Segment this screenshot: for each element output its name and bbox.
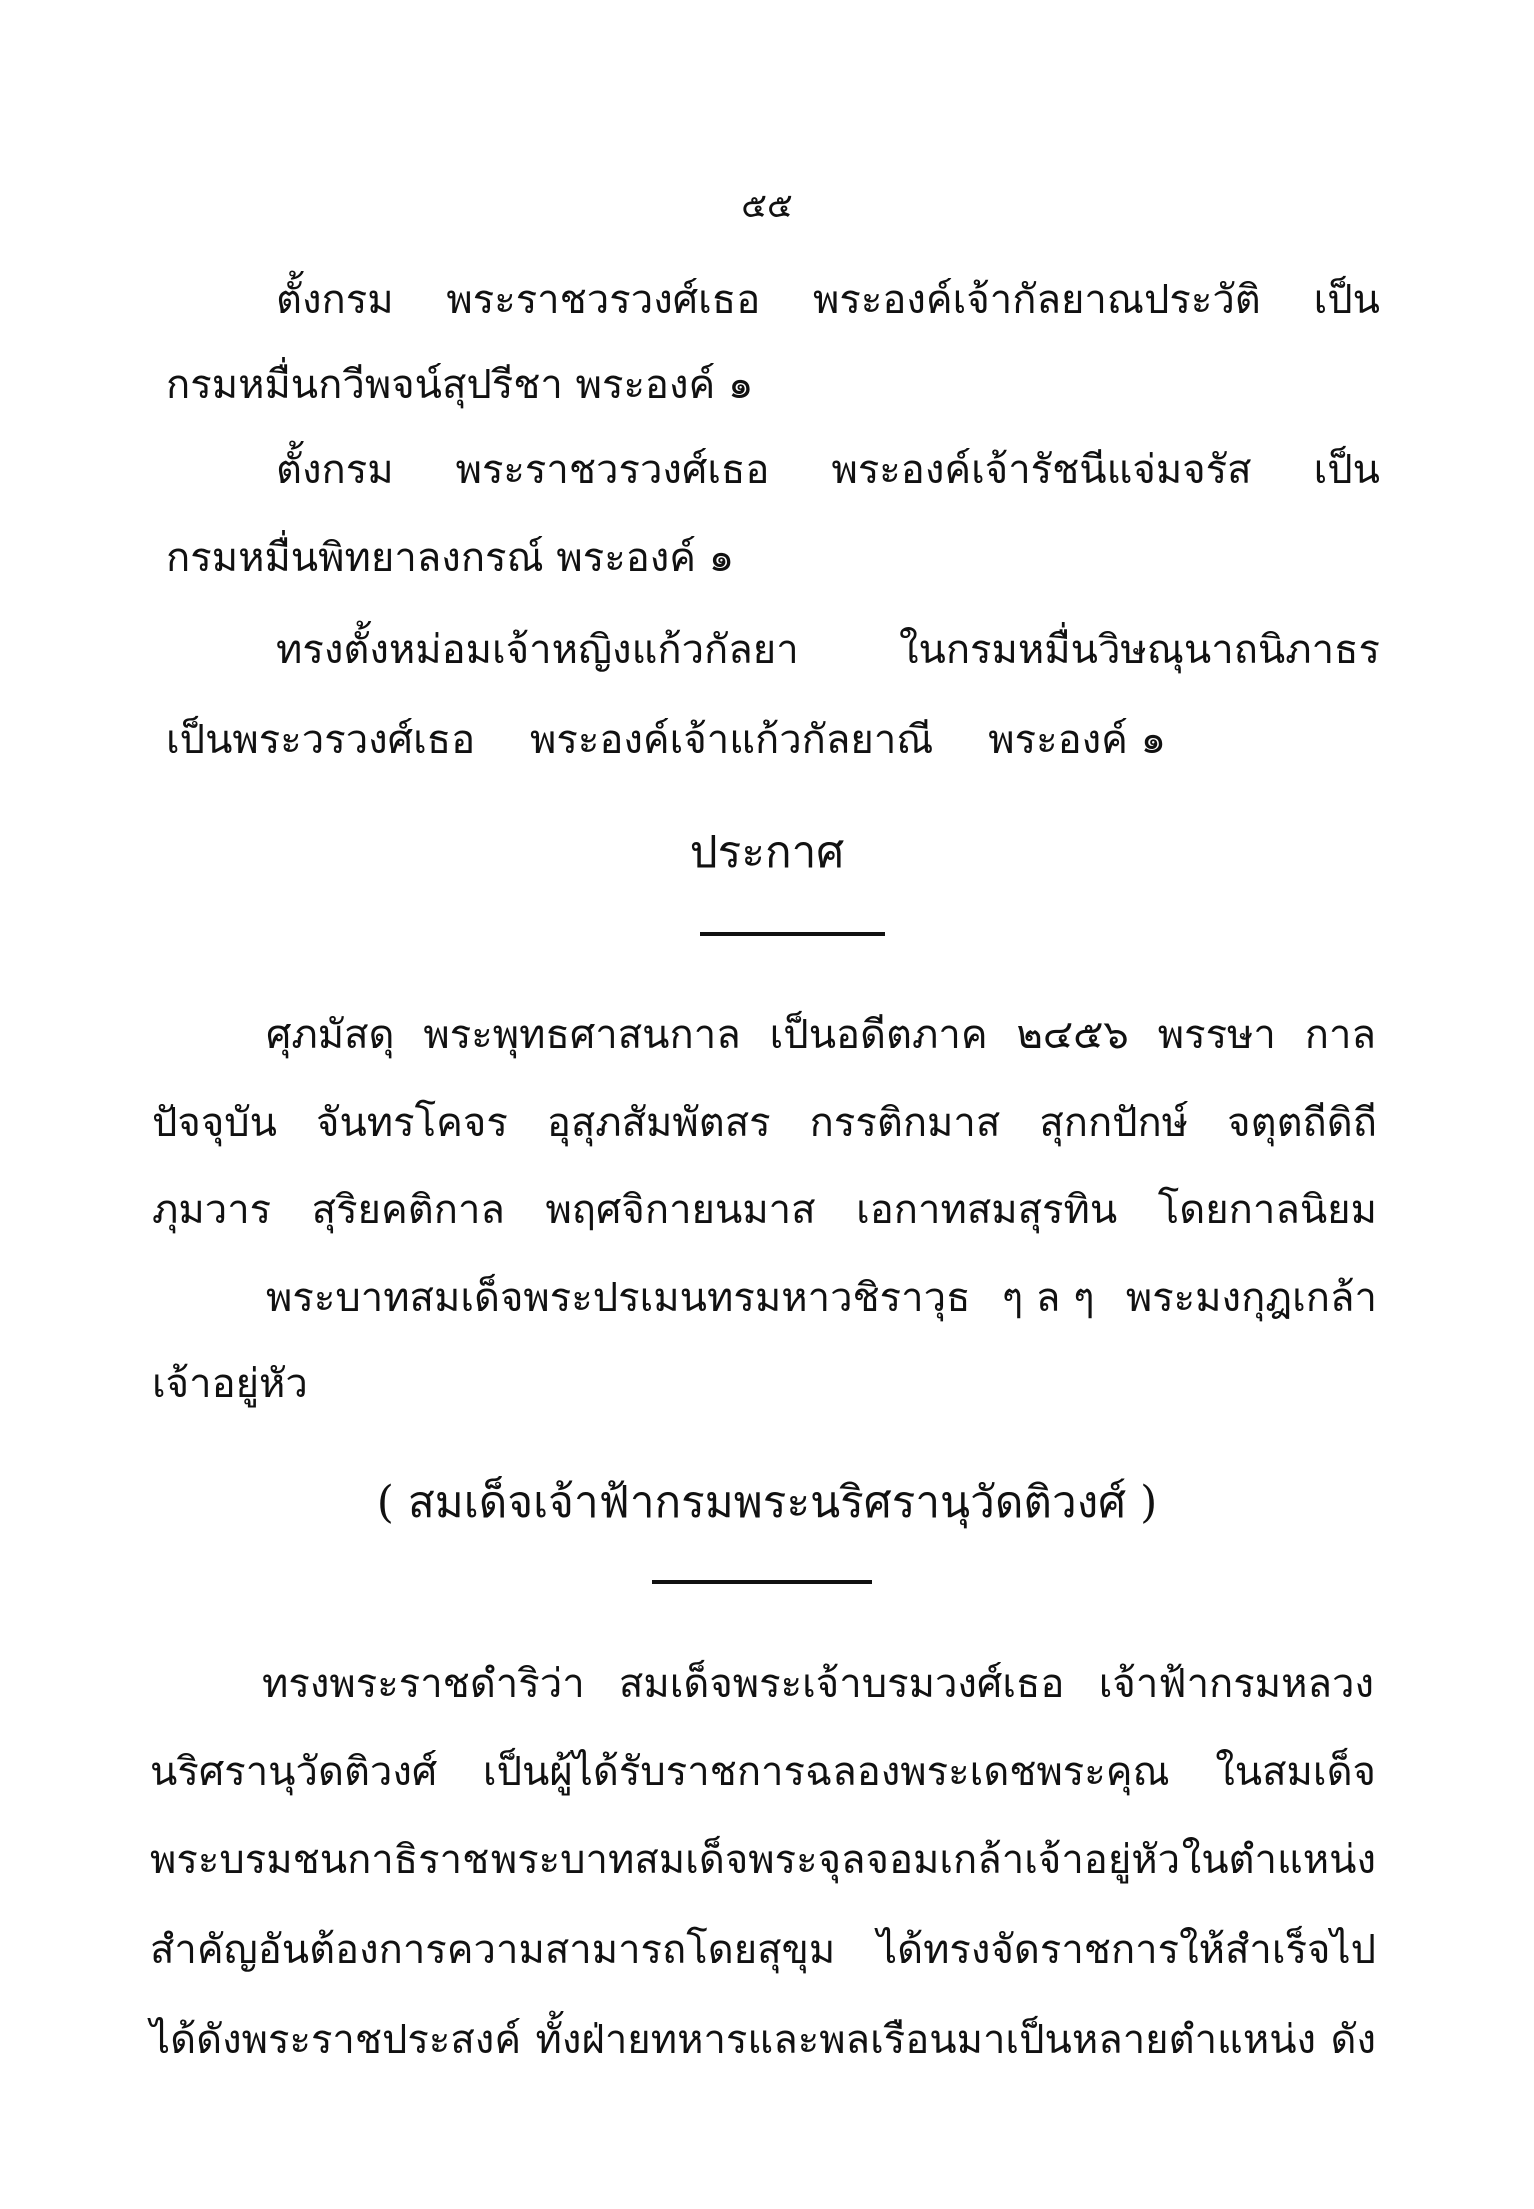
text-segment: ศุภมัสดุ	[266, 1012, 395, 1058]
paragraph-line	[266, 1005, 1376, 1065]
paragraph-line	[152, 1180, 1377, 1240]
section-heading: ประกาศ	[689, 827, 845, 878]
heading-rule	[700, 932, 885, 936]
text-segment: พฤศจิกายนมาส	[545, 1187, 816, 1233]
text-segment: ทรงพระราชดำริว่า	[262, 1661, 585, 1707]
text-segment: เอกาทสมสุรทิน	[856, 1187, 1118, 1233]
text-segment: ภุมวาร	[152, 1187, 272, 1233]
text-segment: กรรติกมาส	[809, 1100, 1001, 1146]
paragraph-line	[150, 1830, 1376, 1890]
text-segment: พระราชวรวงศ์เธอ	[446, 277, 761, 323]
text-segment: เป็น	[1313, 277, 1380, 323]
text-segment: ตั้งกรม	[276, 277, 394, 323]
text-segment: พระบาทสมเด็จพระปรเมนทรมหาวชิราวุธ	[266, 1275, 971, 1321]
paragraph-line	[166, 710, 1166, 770]
text-segment: ดัง	[1330, 2017, 1376, 2063]
text-segment: ในตำแหน่ง	[1181, 1837, 1376, 1883]
paragraph-line	[262, 1654, 1374, 1714]
text-segment: เป็นพระวรวงศ์เธอ	[166, 717, 476, 763]
text-segment: พระองค์ ๑	[988, 717, 1166, 763]
text-segment: ปัจจุบัน	[152, 1100, 277, 1146]
paragraph-line: กรมหมื่นกวีพจน์สุปรีชา พระองค์ ๑	[166, 362, 754, 408]
paragraph-line	[150, 2010, 1376, 2070]
text-segment: พระพุทธศาสนกาล	[423, 1012, 741, 1058]
text-segment: เป็น	[1313, 447, 1380, 493]
text-segment: สุริยคติกาล	[311, 1187, 505, 1233]
text-segment: ในกรมหมื่นวิษณุนาถนิภาธร	[898, 627, 1380, 673]
paragraph-line	[266, 1268, 1377, 1328]
text-segment: อุสุภสัมพัตสร	[546, 1100, 771, 1146]
text-segment: พระราชวรวงศ์เธอ	[455, 447, 770, 493]
paragraph-line	[276, 440, 1380, 500]
text-segment: สำคัญอันต้องการความสามารถโดยสุขุม	[150, 1927, 836, 1973]
paragraph-line	[150, 1920, 1376, 1980]
text-segment: โดยกาลนิยม	[1157, 1187, 1377, 1233]
text-segment: ทรงตั้งหม่อมเจ้าหญิงแก้วกัลยา	[276, 627, 799, 673]
text-segment: จตุตถีดิถี	[1227, 1100, 1377, 1146]
page-number: ๕๕	[741, 186, 793, 226]
paragraph-line: กรมหมื่นพิทยาลงกรณ์ พระองค์ ๑	[166, 535, 735, 581]
paragraph-line	[276, 270, 1380, 330]
section-heading: ( สมเด็จเจ้าฟ้ากรมพระนริศรานุวัดติวงศ์ )	[376, 1477, 1158, 1528]
text-segment: เป็นผู้ได้รับราชการฉลองพระเดชพระคุณ	[482, 1749, 1170, 1795]
text-segment: ในสมเด็จ	[1215, 1749, 1376, 1795]
text-segment: พระบรมชนกาธิราช	[150, 1837, 490, 1883]
text-segment: สมเด็จพระเจ้าบรมวงศ์เธอ	[618, 1661, 1065, 1707]
text-segment: พระองค์เจ้ารัชนีแจ่มจรัส	[831, 447, 1252, 493]
text-segment: พรรษา	[1157, 1012, 1276, 1058]
paragraph-line	[152, 1093, 1377, 1153]
text-segment: พระมงกุฎเกล้า	[1125, 1275, 1377, 1321]
text-segment: ได้ดังพระราชประสงค์	[150, 2017, 522, 2063]
text-segment: จันทรโคจร	[316, 1100, 508, 1146]
text-segment: สุกกปักษ์	[1039, 1100, 1189, 1146]
text-segment: พระบาทสมเด็จพระจุลจอมเกล้าเจ้าอยู่หัว	[490, 1837, 1181, 1883]
paragraph-line	[276, 620, 1380, 680]
text-segment: เป็นอดีตภาค	[769, 1012, 988, 1058]
text-segment: ตั้งกรม	[276, 447, 394, 493]
heading-rule	[652, 1580, 872, 1584]
text-segment: นริศรานุวัดติวงศ์	[150, 1749, 438, 1795]
text-segment: ๆ ล ๆ	[1001, 1275, 1095, 1321]
text-segment: ทั้งฝ่ายทหารและพลเรือนมาเป็นหลายตำแหน่ง	[535, 2017, 1317, 2063]
text-segment: เจ้าฟ้ากรมหลวง	[1098, 1661, 1374, 1707]
text-segment: ๒๔๕๖	[1016, 1012, 1129, 1058]
text-segment: กาล	[1304, 1012, 1376, 1058]
text-segment: ได้ทรงจัดราชการให้สำเร็จไป	[876, 1927, 1376, 1973]
paragraph-line	[150, 1742, 1376, 1802]
paragraph-line: เจ้าอยู่หัว	[152, 1361, 308, 1407]
text-segment: พระองค์เจ้าแก้วกัลยาณี	[530, 717, 934, 763]
text-segment: พระองค์เจ้ากัลยาณประวัติ	[813, 277, 1261, 323]
